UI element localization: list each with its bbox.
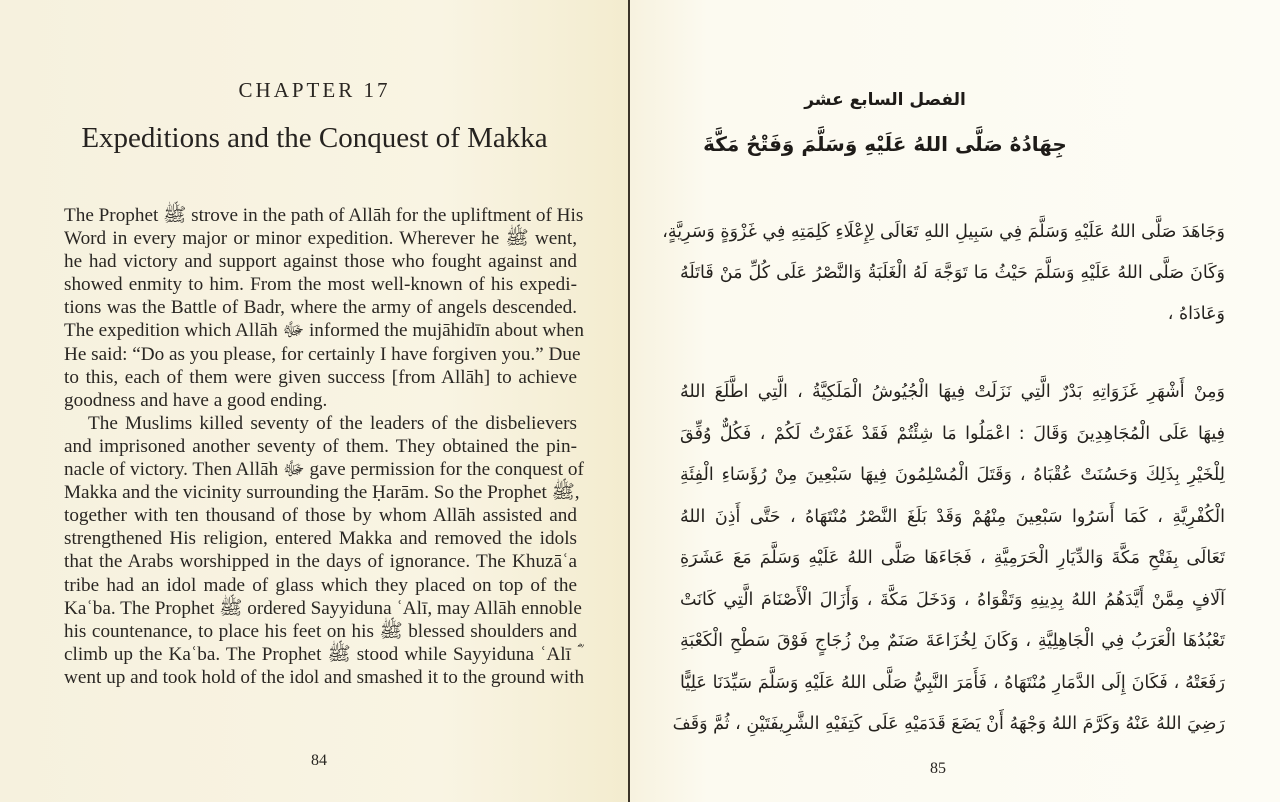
text-line: together with ten thousand of those by whom Allāh assisted and xyxy=(64,505,577,527)
text-line: strengthened His religion, entered Makka and removed the idols xyxy=(64,528,577,550)
chapter-title: Expeditions and the Conquest of Makka xyxy=(81,122,548,154)
arabic-text-line: رَفَعَتْهُ ، فَكَانَ إِلَى الدَّمَارِ مُنْتَهَاهُ ، فَأَمَرَ النَّبِيُّ صَلَّى اللهُ عَلَيْهِ وَسَلَّمَ سَيِّدَنَا عَلِيًّا xyxy=(680,672,1225,693)
text-line: nacle of victory. Then Allāh ﷻ gave permission for the conquest of xyxy=(64,459,584,481)
text-line: tions was the Battle of Badr, where the army of angels descended. xyxy=(64,297,577,319)
text-line: his countenance, to place his feet on his ﷺ blessed shoulders and xyxy=(64,620,577,642)
arabic-text-line: وَكَانَ صَلَّى اللهُ عَلَيْهِ وَسَلَّمَ حَيْثُ مَا تَوَجَّهَ لَهُ الْغَلَبَةُ وَالنَّصْرُ عَلَى كُلِّ مَنْ قَاتَلَهُ xyxy=(680,263,1225,283)
page-number-right: 85 xyxy=(930,760,946,777)
page-number-left: 84 xyxy=(311,752,327,769)
text-line: goodness and have a good ending. xyxy=(64,389,328,411)
text-line: Word in every major or minor expedition. Wherever he ﷺ went, xyxy=(64,228,577,250)
arabic-text-line: رَضِيَ اللهُ عَنْهُ وَكَرَّمَ اللهُ وَجْهَهُ أَنْ يَضَعَ قَدَمَيْهِ عَلَى كَتِفَيْهِ الشَّرِيفَتَيْنِ ، ثُمَّ وَقَفَ xyxy=(672,714,1225,734)
arabic-text-line: وَجَاهَدَ صَلَّى اللهُ عَلَيْهِ وَسَلَّمَ فِي سَبِيلِ اللهِ تَعَالَى لِإِعْلَاءِ كَلِمَتِهِ فِي غَزْوَةٍ وَسَرِيَّةٍ، xyxy=(662,222,1225,242)
text-line: and imprisoned another seventy of them. They obtained the pin- xyxy=(64,435,577,457)
text-line: tribe had an idol made of glass which they placed on top of the xyxy=(64,574,577,596)
text-line: He said: “Do as you please, for certainly I have forgiven you.” Due xyxy=(64,343,581,365)
arabic-text-line: آلَافٍ مِمَّنْ أَيَّدَهُمُ اللهُ بِدِينِهِ وَتَقْوَاهُ ، وَدَخَلَ مَكَّةَ ، وَأَزَالَ الْأَصْنَامَ الَّتِي كَانَتْ xyxy=(680,589,1225,610)
text-line: he had victory and support against those who fought against and xyxy=(64,251,577,273)
text-line: that the Arabs worshipped in the days of ignorance. The Khuzāʿa xyxy=(64,551,577,573)
arabic-text-line: الْكُفْرِيَّةِ ، كَمَا أَسَرُوا سَبْعِينَ مِنْهُمْ وَقَدْ بَلَغَ النَّصْرُ مُنْتَهَاهُ ، حَتَّى أَذِنَ اللهُ xyxy=(680,506,1225,527)
arabic-chapter-title: جِهَادُهُ صَلَّى اللهُ عَلَيْهِ وَسَلَّمَ وَفَتْحُ مَكَّةَ xyxy=(703,132,1067,156)
arabic-text-line: تَعْبُدُهَا الْعَرَبُ فِي الْجَاهِلِيَّةِ ، وَكَانَ لِخُزَاعَةَ صَنَمٌ مِنْ زُجَاجٍ فَوْقَ سَطْحِ الْكَعْبَةِ xyxy=(680,631,1225,651)
english-body-text xyxy=(64,204,585,689)
left-page-english xyxy=(0,0,629,802)
arabic-paragraph-2 xyxy=(672,372,1225,746)
arabic-text-line: لِلْخَيْرِ بِذَلِكَ وَحَسُنَتْ عُقْبَاهُ ، وَقَتَلَ الْمُسْلِمُونَ فِيهَا سَبْعِينَ مِنْ رُؤَسَاءِ الْفِئَةِ xyxy=(680,465,1225,485)
arabic-text-line: وَمِنْ أَشْهَرِ غَزَوَاتِهِ بَدْرٌ الَّتِي نَزَلَتْ فِيهَا الْجُيُوشُ الْمَلَكِيَّةُ ، الَّتِي اطَّلَعَ اللهُ xyxy=(680,382,1225,402)
arabic-paragraph-1 xyxy=(662,212,1225,335)
text-line: Makka and the vicinity surrounding the Ḥarām. So the Prophet ﷺ, xyxy=(64,482,580,504)
arabic-text-line: تَعَالَى بِفَتْحِ مَكَّةَ وَالدِّيَارِ الْحَرَمِيَّةِ ، فَجَاءَهَا صَلَّى اللهُ عَلَيْهِ وَسَلَّمَ مَعَ عَشَرَةِ xyxy=(680,548,1225,568)
text-line: to this, each of them were given success [from Allāh] to achieve xyxy=(64,366,577,388)
arabic-text-line: فِيهَا عَلَى الْمُجَاهِدِينَ وَقَالَ : اعْمَلُوا مَا شِئْتُمْ فَقَدْ غَفَرْتُ لَكُمْ ، فَكُلٌّ وُفِّقَ xyxy=(680,423,1225,444)
text-line: went up and took hold of the idol and smashed it to the ground with xyxy=(64,666,585,688)
text-line: The Prophet ﷺ strove in the path of Allāh for the upliftment of His xyxy=(64,205,584,226)
text-line: The expedition which Allāh ﷻ informed the mujāhidīn about when xyxy=(64,320,584,342)
arabic-chapter-label: الفصل السابع عشر xyxy=(804,90,966,110)
chapter-label: CHAPTER 17 xyxy=(238,78,391,102)
book-gutter-fold xyxy=(628,0,630,802)
arabic-text-line: وَعَادَاهُ ، xyxy=(1167,304,1225,324)
text-line: climb up the Kaʿba. The Prophet ﷺ stood while Sayyiduna ʿAlī ؓ xyxy=(64,643,577,665)
text-line: showed enmity to him. From the most well-known of his expedi- xyxy=(64,274,577,296)
text-line: Kaʿba. The Prophet ﷺ ordered Sayyiduna ʿAlī, may Allāh ennoble xyxy=(64,597,582,619)
text-line: The Muslims killed seventy of the leaders of the disbelievers xyxy=(88,412,577,434)
